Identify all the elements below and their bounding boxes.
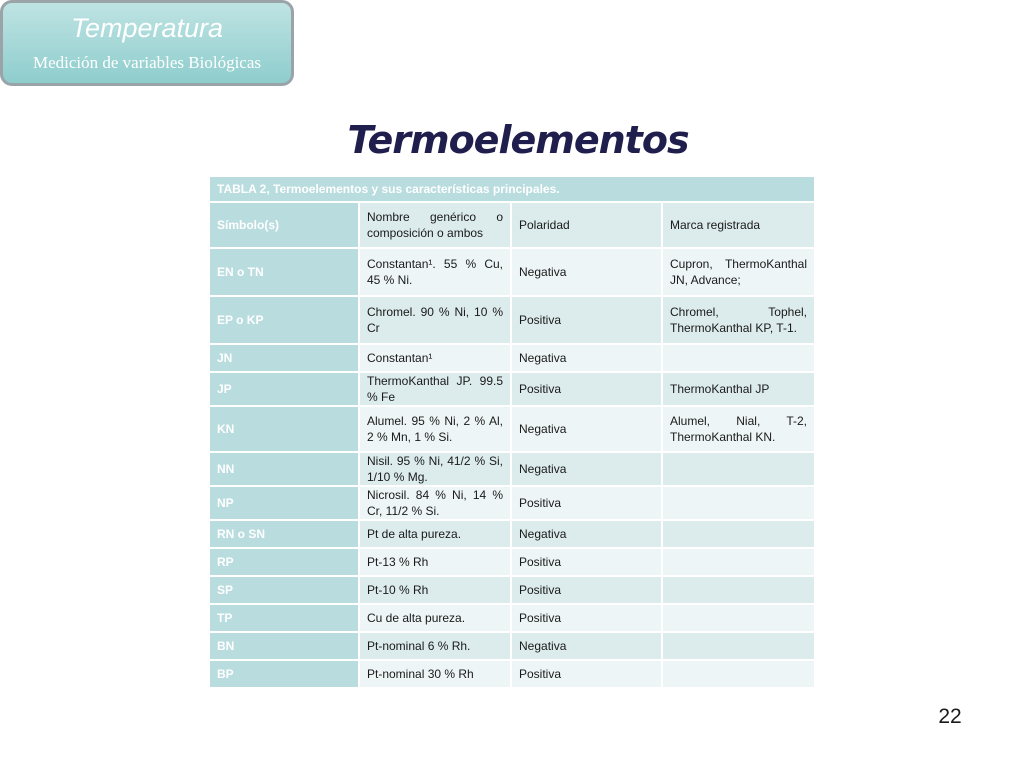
cell-brand: [663, 487, 814, 521]
cell-brand: [663, 549, 814, 577]
cell-polarity: Negativa: [512, 453, 663, 487]
cell-name: Cu de alta pureza.: [360, 605, 512, 633]
header-brand: Marca registrada: [663, 203, 814, 249]
header-symbol: Símbolo(s): [210, 203, 360, 249]
cell-polarity: Negativa: [512, 633, 663, 661]
table-row: [210, 453, 814, 487]
cell-brand: [663, 633, 814, 661]
header-name: Nombre genérico o composición o ambos: [360, 203, 512, 249]
section-badge: [0, 0, 294, 86]
table-row: [210, 345, 814, 373]
cell-name: Pt-10 % Rh: [360, 577, 512, 605]
cell-symbol: RP: [210, 549, 360, 577]
cell-polarity: Positiva: [512, 549, 663, 577]
cell-symbol: JN: [210, 345, 360, 373]
table-row: [210, 297, 814, 345]
table-row: [210, 249, 814, 297]
cell-polarity: Positiva: [512, 487, 663, 521]
cell-symbol: BN: [210, 633, 360, 661]
cell-polarity: Positiva: [512, 605, 663, 633]
cell-polarity: Negativa: [512, 249, 663, 297]
table-row: [210, 407, 814, 453]
cell-symbol: SP: [210, 577, 360, 605]
cell-symbol: TP: [210, 605, 360, 633]
cell-name: Nisil. 95 % Ni, 41/2 % Si, 1/10 % Mg.: [360, 453, 512, 487]
cell-polarity: Positiva: [512, 661, 663, 689]
table-row: [210, 487, 814, 521]
cell-symbol: JP: [210, 373, 360, 407]
cell-name: Constantan¹. 55 % Cu, 45 % Ni.: [360, 249, 512, 297]
table-row: [210, 549, 814, 577]
cell-polarity: Negativa: [512, 345, 663, 373]
cell-symbol: RN o SN: [210, 521, 360, 549]
cell-symbol: EN o TN: [210, 249, 360, 297]
cell-name: Pt-nominal 6 % Rh.: [360, 633, 512, 661]
thermoelements-table: [210, 177, 814, 689]
cell-name: Pt-nominal 30 % Rh: [360, 661, 512, 689]
cell-polarity: Negativa: [512, 407, 663, 453]
cell-brand: Chromel, Tophel, ThermoKanthal KP, T-1.: [663, 297, 814, 345]
section-subtitle: Medición de variables Biológicas: [32, 53, 262, 72]
cell-symbol: BP: [210, 661, 360, 689]
header-polarity: Polaridad: [512, 203, 663, 249]
cell-brand: [663, 345, 814, 373]
cell-symbol: EP o KP: [210, 297, 360, 345]
table-row: [210, 577, 814, 605]
cell-symbol: NP: [210, 487, 360, 521]
table-row: [210, 633, 814, 661]
cell-name: Chromel. 90 % Ni, 10 % Cr: [360, 297, 512, 345]
slide-title: Termoelementos: [347, 118, 689, 162]
table-row: [210, 661, 814, 689]
page-number: 22: [938, 705, 962, 728]
table-header-row: [210, 203, 814, 249]
cell-name: Alumel. 95 % Ni, 2 % Al, 2 % Mn, 1 % Si.: [360, 407, 512, 453]
cell-name: Nicrosil. 84 % Ni, 14 % Cr, 11/2 % Si.: [360, 487, 512, 521]
cell-name: Constantan¹: [360, 345, 512, 373]
cell-brand: ThermoKanthal JP: [663, 373, 814, 407]
cell-brand: Alumel, Nial, T-2, ThermoKanthal KN.: [663, 407, 814, 453]
cell-symbol: KN: [210, 407, 360, 453]
cell-brand: [663, 577, 814, 605]
table-row: [210, 373, 814, 407]
cell-symbol: NN: [210, 453, 360, 487]
cell-polarity: Negativa: [512, 521, 663, 549]
cell-brand: [663, 521, 814, 549]
table-caption-row: [210, 177, 814, 203]
cell-name: Pt de alta pureza.: [360, 521, 512, 549]
section-title: Temperatura: [70, 13, 224, 43]
cell-brand: [663, 661, 814, 689]
cell-polarity: Positiva: [512, 577, 663, 605]
cell-name: Pt-13 % Rh: [360, 549, 512, 577]
cell-name: ThermoKanthal JP. 99.5 % Fe: [360, 373, 512, 407]
table-row: [210, 605, 814, 633]
cell-polarity: Positiva: [512, 297, 663, 345]
cell-brand: [663, 453, 814, 487]
cell-polarity: Positiva: [512, 373, 663, 407]
table-caption: TABLA 2, Termoelementos y sus características principales.: [210, 177, 814, 203]
cell-brand: [663, 605, 814, 633]
cell-brand: Cupron, ThermoKanthal JN, Advance;: [663, 249, 814, 297]
table-row: [210, 521, 814, 549]
